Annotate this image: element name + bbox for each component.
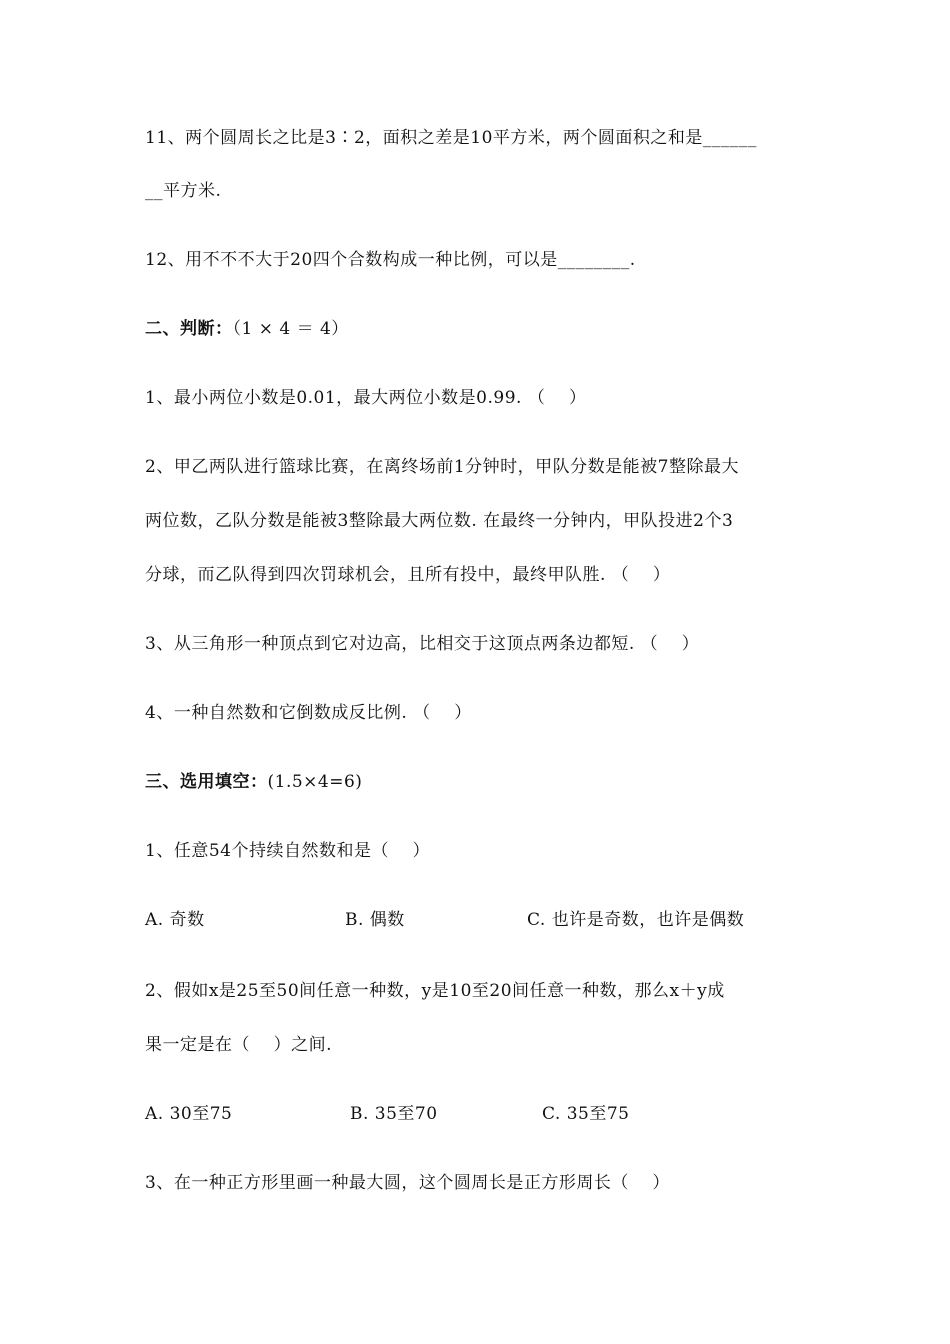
choice-1-option-b: B. 偶数 [345, 910, 405, 930]
section-2-score: （1 × 4 ＝ 4） [232, 319, 349, 339]
judge-question-4: 4、一种自然数和它倒数成反比例. （ ） [145, 703, 472, 723]
choice-1-option-a: A. 奇数 [145, 910, 205, 930]
judge-question-1: 1、最小两位小数是0.01，最大两位小数是0.99. （ ） [145, 388, 587, 408]
judge-question-2-line-2: 两位数，乙队分数是能被3整除最大两位数. 在最终一分钟内，甲队投进2个3 [145, 511, 734, 531]
choice-question-3: 3、在一种正方形里画一种最大圆，这个圆周长是正方形周长（ ） [145, 1173, 670, 1193]
section-3-heading [145, 770, 362, 794]
section-2-title: 二、判断： [145, 319, 233, 339]
choice-question-1: 1、任意54个持续自然数和是（ ） [145, 841, 431, 861]
judge-question-2-line-1: 2、甲乙两队进行篮球比赛，在离终场前1分钟时，甲队分数是能被7整除最大 [145, 457, 739, 477]
judge-question-3: 3、从三角形一种顶点到它对边高，比相交于这顶点两条边都短. （ ） [145, 634, 700, 654]
judge-question-2-line-3: 分球，而乙队得到四次罚球机会，且所有投中，最终甲队胜. （ ） [145, 565, 671, 585]
question-11-line-1: 11、两个圆周长之比是3∶2，面积之差是10平方米，两个圆面积之和是______ [145, 128, 757, 148]
section-2-heading [145, 317, 349, 341]
choice-2-option-a: A. 30至75 [145, 1104, 233, 1124]
choice-2-option-b: B. 35至70 [350, 1104, 438, 1124]
choice-1-option-c: C. 也许是奇数，也许是偶数 [527, 910, 745, 930]
question-12: 12、用不不不大于20四个合数构成一种比例，可以是________. [145, 250, 636, 270]
choice-question-2-line-1: 2、假如x是25至50间任意一种数，y是10至20间任意一种数，那么x＋y成 [145, 981, 725, 1001]
choice-2-option-c: C. 35至75 [542, 1104, 630, 1124]
section-3-score: (1.5×4=6) [267, 772, 363, 792]
choice-question-2-line-2: 果一定是在（ ）之间. [145, 1035, 333, 1055]
section-3-title: 三、选用填空： [145, 772, 268, 792]
question-11-line-2: __平方米. [145, 181, 222, 201]
